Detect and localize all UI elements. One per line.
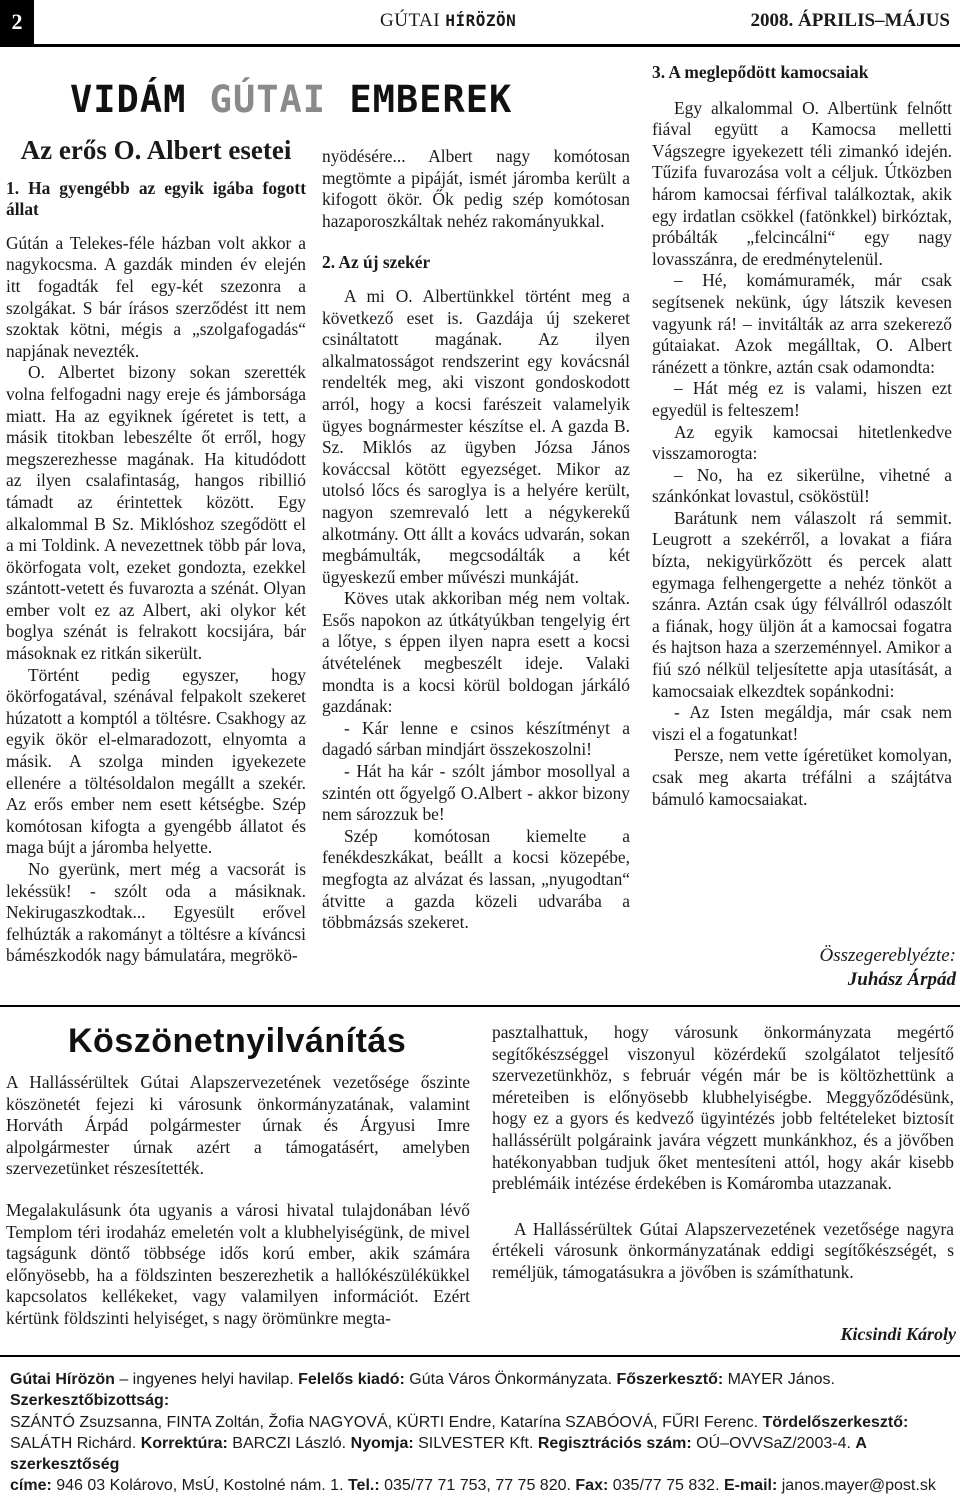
header-rule <box>0 44 960 47</box>
paragraph: Gútán a Telekes-féle házban volt akkor a nagykocsma. A gazdák minden év elején itt fogadták fel egy-két szezonra a szolgákat. S bár írásos szerződést itt nem szoktak kötni, mégis a „szolgafogadás“ napjának nevezték. <box>6 232 306 361</box>
paragraph: A Hallássérültek Gútai Alapszervezetének vezetősége nagyra értékeli városunk önkormányzatának eddigi segítőkészségét, s reméljük, támogatásukra a jövőben is számíthatunk. <box>492 1218 954 1282</box>
section-3-title: 3. A meglepődött kamocsaiak <box>652 62 869 82</box>
paragraph: – No, ha ez sikerülne, vihetné a szánkónkat lovastul, csököstül! <box>652 464 952 507</box>
article-column-1 <box>6 135 306 967</box>
banner-word-3: EMBEREK <box>349 78 513 121</box>
imprint-text: Gútai Hírözön – ingyenes helyi havilap. Felelős kiadó: Gúta Város Önkormányzata. Főszerkesztő: MAYER János. Szerkesztőbizottság: SZÁNTÓ Zsuzsanna, FINTA Zoltán, Žofia NAGYOVÁ, KÜRTI Endre, Katarína SZABÓOVÁ, FŰRI Ferenc. Tördelőszerkesztő: SALÁTH Richárd. Korrektúra: BARCZI László. Nyomja: SILVESTER Kft. Regisztrációs szám: OÚ–OVVSaZ/2003-4. A szerkesztőség címe: 946 03 Kolárovo, MsÚ, Kostolné nám. 1. Tel.: 035/77 71 753, 77 75 820. Fax: 035/77 75 832. E-mail: janos.mayer@post.sk <box>10 1371 936 1495</box>
paragraph: Köves utak akkoriban még nem voltak. Esős napokon az útkátyúkban tengelyig ért a lőtye, s éppen ilyen napra esett a kocsi átvételének megbeszélt ideje. Valaki mondta is a kocsi körül boldogan járkáló gazdának: <box>322 588 630 717</box>
section-2-title: 2. Az új szekér <box>322 252 431 273</box>
section-divider <box>0 1005 960 1007</box>
paragraph: Barátunk nem válaszolt rá semmit. Leugrott a szekérről, a lovakat a fiára bízta, nekigyürkőzött és percek alatt egymaga felhengergette a nehéz tönköt a szánra. Aztán csak úgy félvállról odaszólt a fiának, hogy üljön át a kamocsai fogatra és hajtson haza a szerzeménnyel. Amikor a fiú szó nélkül teljesítette apja utasítását, a kamocsaiak elkezdtek sopánkodni: <box>652 507 952 701</box>
article-signature <box>652 944 956 992</box>
section-banner <box>70 78 512 121</box>
paragraph: nyödésére... Albert nagy komótosan megtömte a pipáját, ismét járomba került a kifogott ökör. Ők pedig szép komótosan hazaporoszkáltak nehéz rakományukkal. <box>322 146 630 231</box>
paragraph: – Hát még ez is valami, hiszen ezt egyedül is felteszem! <box>652 378 952 420</box>
publication-brand: HÍRÖZÖN <box>445 11 517 30</box>
paragraph: A Hallássérültek Gútai Alapszervezetének vezetősége őszinte köszönetét fejezi ki városunk önkormányzatának, valamint Horváth Árpád polgármester úrnak és Árgyusi Imre alpolgármester úrnak azért a támogatásért, amelyben szervezetünket részesítették. <box>6 1072 470 1179</box>
imprint-box <box>0 1355 960 1495</box>
paragraph: – Hé, komámuramék, már csak segítsenek nekünk, úgy látszik kevesen vagyunk rá! – invitálták az arra szekerező gútaiakat. Azok megálltak, O. Albert ránézett a tönkre, aztán csak odamondta: <box>652 270 952 377</box>
paragraph: - Hát ha kár - szólt jámbor mosollyal a szintén ott őgyelgő O.Albert - akkor bizony nem sározzuk be! <box>322 761 630 825</box>
article-column-2 <box>322 146 630 934</box>
signature-name: Juhász Árpád <box>847 969 956 990</box>
section-1-title: 1. Ha gyengébb az egyik igába fogott állat <box>6 177 306 220</box>
paragraph: Szép komótosan kiemelte a fenékdeszkákat, beállt a kocsi közepébe, megfogta az alvázat és lassan, „nyugodtan“ átvitte a gazda közeli udvarába a többmázsás szekeret. <box>322 825 630 933</box>
paragraph: Egy alkalommal O. Albertünk felnőtt fiával együtt a Kamocsa melletti Vágszegre igyekezett téli zimankó idején. Tűzifa fuvarozása volt a céljuk. Útközben három kamocsai férfival találkoztak, akik egy irdatlan csökkel (fatönkkel) birkóztak, próbálták „felcincálni“ egy nagy lovasszánra, de eredménytelenül. <box>652 97 952 269</box>
article-column-3 <box>652 62 952 810</box>
thanks-column-right <box>492 1022 954 1284</box>
paragraph: Persze, nem vette ígéretüket komolyan, csak meg akarta tréfálni a szájtátva bámuló kamocsaiakat. <box>652 745 952 809</box>
paragraph: A mi O. Albertünkkel történt meg a következő eset is. Gazdája új szekeret csináltatott magának. Az ilyen alkalmatosságot rendszerint egy kovácsnál rendelték meg, aki viszont gondoskodott arról, hogy a kocsi farészeit valamelyik ügyes bognármester készítse el. A gazda B. Sz. Miklós az ügyben Józsa János kováccsal kötött egyezséget. Mikor az utolsó lőcs és saroglya is a helyére került, nagyon szemrevaló lett a négykerekű alkotmány. Ott állt a kovács udvarán, sokan megbámulták, megcsodálták a két ügyeskezű ember művészi munkáját. <box>322 285 630 587</box>
publication-title <box>380 10 516 32</box>
paragraph: Történt pedig egyszer, hogy ökörfogatával, szénával felpakolt szekeret húzatott a komptól a töltésre. Csakhogy az egyik ökör el-elmaradozott, elnyomta a másik. A szolga minden igyekezete ellenére a töltésoldalon megállt a szekér. Az erős ember nem esett kétségbe. Szép komótosan kifogta a gyengébb állatot és maga bújt a járomba helyette. <box>6 664 306 858</box>
page-number: 2 <box>0 0 34 44</box>
thanks-signature: Kicsindi Károly <box>840 1324 956 1344</box>
publication-prefix: GÚTAI <box>380 10 446 31</box>
article-title: Az erős O. Albert esetei <box>20 135 292 165</box>
paragraph: Megalakulásunk óta ugyanis a városi hivatal tulajdonában lévő Templom téri irodaház emeletén volt a klubhelyiségünk, de mivel tagságunk döntő többsége idős korú ember, akik számára előnyösebb, ha a földszinten beszerezhetik a hallókészülékükkel kapcsolatos kellékeket, vagy valamilyen információt. Ezért kértünk földszinti helyiséget, s nagy örömünkre megta- <box>6 1199 470 1328</box>
paragraph: Az egyik kamocsai hitetlenkedve visszamorogta: <box>652 421 952 464</box>
paragraph: - Kár lenne e csinos készítményt a dagadó sárban mindjárt összekoszolni! <box>322 717 630 760</box>
paragraph: - Az Isten megáldja, már csak nem viszi el a fogatunkat! <box>652 702 952 744</box>
signature-label: Összegereblyézte: <box>819 945 956 966</box>
banner-word-1: VIDÁM <box>70 78 187 121</box>
thanks-column-left <box>6 1072 470 1330</box>
issue-date: 2008. ÁPRILIS–MÁJUS <box>750 10 950 31</box>
paragraph: O. Albertet bizony sokan szerették volna felfogadni nagy ereje és jámborsága miatt. Ha az egyiknek ígéretet is tett, a másik titokban lebeszélte őt erről, hogy megszerezhesse magának. Ha kitudódott az ilyen csalafintaság, hangos ribillió támadt az érintettek között. Egy alkalommal B Sz. Miklóshoz szegődött el a mi Toldink. A nevezettnek több pár lova, ökörfogata volt, ezeket gondozta, ezekkel szántott-vetett és fuvarozta a szénát. Olyan ember volt ez az Albert, aki olykor két boglya szénát is felrakott kocsijára, bár másoknak ez ritkán sikerült. <box>6 362 306 664</box>
thanks-title: Köszönetnyilvánítás <box>68 1022 407 1060</box>
banner-word-2: GÚTAI <box>209 78 327 121</box>
paragraph: No gyerünk, mert még a vacsorát is lekéssük! - szólt oda a másiknak. Nekirugaszkodtak... Egyesült erővel felhúzták a rakományt a töltésre a kíváncsi bámészkodók nagy bámulatára, megrökö- <box>6 859 306 966</box>
paragraph: pasztalhattuk, hogy városunk önkormányzata megértő segítőkészséggel viszonyul közérdekű szolgálatot teljesítő szervezetünkhöz, s február végén már be is költözhettünk a méreteiben is előnyösebb klubhelyiségbe. Meggyőződésünk, hogy ez a gyors és kedvező ügyintézés jobb feltételeket biztosít hallássérült polgáraink javára végzett munkánkhoz, és a jövőben hatékonyabban tudjuk őket mentesíteni attól, hogy akár kisebb preblémáik intézése érdekében is Komáromba utazzanak. <box>492 1022 954 1194</box>
